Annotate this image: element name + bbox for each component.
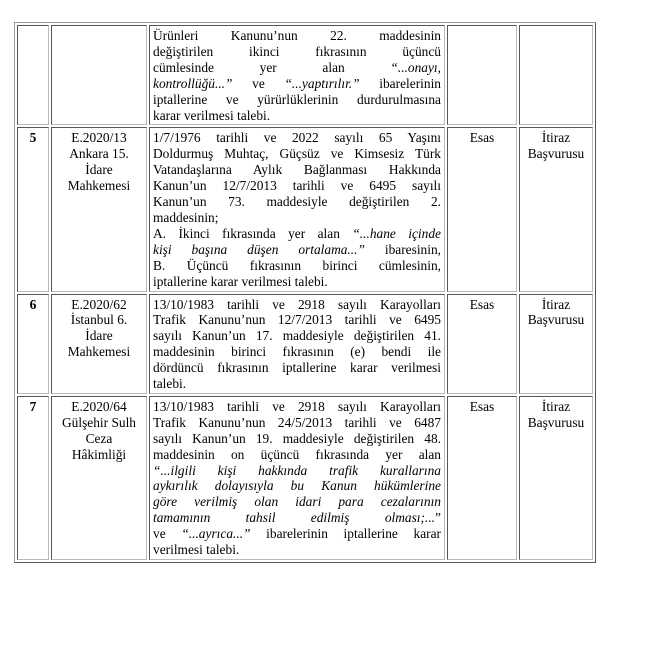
application-kind-cell [519, 25, 593, 125]
case-file-line: Hâkimliği [71, 446, 127, 462]
application-kind-line: Başvurusu [527, 146, 585, 162]
subject-line [153, 274, 441, 290]
application-kind-cell [519, 294, 593, 394]
subject-text: karar verilmesi talebi. [153, 107, 271, 123]
subject-text: Doldurmuş Muhtaç, Güçsüz ve Kimsesiz Türk [153, 146, 441, 162]
row-number [17, 25, 49, 125]
subject-text: ibaresinin, [364, 241, 441, 257]
subject-line [153, 130, 441, 146]
subject-text: talebi. [153, 376, 187, 392]
row-number: 5 [17, 127, 49, 291]
subject-text: Trafik Kanunu’nun 24/5/2013 tarihli ve 6487 [153, 414, 441, 430]
case-file-cell [51, 25, 147, 125]
subject-line [153, 494, 441, 510]
subject-text: 1/7/1976 tarihli ve 2022 sayılı 65 Yaşını [153, 130, 441, 146]
subject-cell [149, 294, 445, 394]
subject-cell [149, 396, 445, 560]
case-file-cell [51, 396, 147, 560]
subject-text: Trafik Kanunu’nun 12/7/2013 tarihli ve 6495 [153, 312, 441, 328]
subject-cell [149, 25, 445, 125]
subject-line [153, 399, 441, 415]
subject-line [153, 344, 441, 360]
quoted-phrase: kontrollüğü...” [153, 75, 233, 91]
subject-text: Ürünleri Kanunu’nun 22. maddesinin [153, 28, 441, 43]
subject-line [153, 44, 441, 60]
subject-text: ” [435, 510, 441, 526]
quoted-phrase: kişi başına düşen ortalama...” [153, 241, 365, 257]
quoted-phrase: “...hane içinde [352, 225, 441, 241]
quoted-phrase: “...onayı, [390, 59, 441, 75]
table-row [17, 396, 593, 560]
subject-text: dördüncü fıkrasının iptallerine karar verilmesi [153, 360, 441, 376]
subject-text: Kanun’un 73. maddesiyle değiştirilen 2. [153, 194, 441, 210]
application-kind-line: Başvurusu [527, 414, 585, 430]
subject-cell [149, 127, 445, 291]
application-kind-line: İtiraz [541, 398, 571, 414]
case-file-line: İdare [85, 328, 113, 344]
subject-text: iptallerine karar verilmesi talebi. [153, 273, 328, 289]
subject-line [153, 376, 441, 392]
subject-text: maddesinin birinci fıkrasının (e) bendi ile [153, 344, 441, 360]
quoted-phrase: aykırılık dolayısıyla bu Kanun hükümlerine [153, 478, 441, 494]
case-file-line: Ceza [85, 430, 113, 446]
subject-line [153, 108, 441, 124]
subject-line [153, 210, 441, 226]
subject-line [153, 146, 441, 162]
table-row [17, 294, 593, 394]
case-file-line: E.2020/13 [71, 130, 127, 146]
subject-line [153, 242, 441, 258]
case-file-line: Mahkemesi [67, 178, 131, 194]
subject-text: ve [153, 526, 182, 542]
application-kind-line: İtiraz [541, 130, 571, 146]
case-file-line: E.2020/64 [71, 398, 127, 414]
quoted-phrase: “...ayrıca...” [181, 526, 251, 542]
subject-text: B. Üçüncü fıkrasının birinci cümlesinin, [153, 257, 441, 273]
case-file-line: İstanbul 6. [70, 312, 128, 328]
application-kind-line: İtiraz [541, 296, 571, 312]
quoted-phrase: göre verilmiş olan idari para cezalarının [153, 494, 441, 510]
case-file-cell [51, 294, 147, 394]
case-file-cell [51, 127, 147, 291]
subject-text: Vatandaşlarına Aylık Bağlanması Hakkında [153, 162, 441, 178]
row-number: 6 [17, 294, 49, 394]
subject-line [153, 415, 441, 431]
document-page [14, 22, 596, 563]
applications-table [14, 22, 596, 563]
subject-text: 13/10/1983 tarihli ve 2918 sayılı Karayolları [153, 296, 441, 312]
case-file-line: E.2020/62 [71, 296, 127, 312]
application-kind-line: Başvurusu [527, 312, 585, 328]
subject-text: sayılı Kanun’un 17. maddesiyle değiştirilen 41. [153, 328, 441, 344]
subject-text: Kanun’un 12/7/2013 tarihli ve 6495 sayılı [153, 178, 441, 194]
subject-line [153, 162, 441, 178]
subject-line [153, 297, 441, 313]
row-number: 7 [17, 396, 49, 560]
application-kind-cell [519, 396, 593, 560]
subject-text: maddesinin on üçüncü fıkrasında yer alan [153, 446, 441, 462]
subject-line [153, 526, 441, 542]
table-row [17, 25, 593, 125]
case-type-cell: Esas [447, 396, 517, 560]
subject-text: maddesinin; [153, 209, 219, 225]
subject-text: iptallerine ve yürürlüklerinin durdurulmasına [153, 91, 441, 107]
subject-text: A. İkinci fıkrasında yer alan [153, 225, 353, 241]
subject-line [153, 510, 441, 526]
subject-line [153, 92, 441, 108]
case-file-line: Mahkemesi [67, 344, 131, 360]
subject-line [153, 178, 441, 194]
subject-line [153, 463, 441, 479]
subject-text: ve [232, 75, 285, 91]
case-type-cell: Esas [447, 294, 517, 394]
subject-line [153, 76, 441, 92]
subject-line [153, 28, 441, 44]
subject-line [153, 447, 441, 463]
subject-line [153, 60, 441, 76]
subject-text: verilmesi talebi. [153, 542, 240, 558]
case-file-line: Gülşehir Sulh [61, 414, 137, 430]
subject-text: ibarelerinin iptallerine karar [250, 526, 441, 542]
subject-line [153, 478, 441, 494]
case-file-line: İdare [85, 162, 113, 178]
subject-text: cümlesinde yer alan [153, 59, 391, 75]
subject-text: değiştirilen ikinci fıkrasının üçüncü [153, 43, 441, 59]
subject-text: sayılı Kanun’un 19. maddesiyle değiştirilen 48. [153, 430, 441, 446]
subject-line [153, 258, 441, 274]
subject-line [153, 226, 441, 242]
quoted-phrase: “...ilgili kişi hakkında trafik kurallarına [153, 462, 441, 478]
subject-text: 13/10/1983 tarihli ve 2918 sayılı Karayolları [153, 398, 441, 414]
case-type-cell [447, 25, 517, 125]
application-kind-cell [519, 127, 593, 291]
subject-text: ibarelerinin [359, 75, 441, 91]
subject-line [153, 328, 441, 344]
quoted-phrase: tamamının tahsil edilmiş olması;... [153, 510, 436, 526]
case-file-line: Ankara 15. [69, 146, 129, 162]
quoted-phrase: “...yaptırılır.” [284, 75, 360, 91]
subject-line [153, 431, 441, 447]
subject-line [153, 542, 441, 558]
case-type-cell: Esas [447, 127, 517, 291]
subject-line [153, 194, 441, 210]
table-row [17, 127, 593, 291]
subject-line [153, 360, 441, 376]
subject-line [153, 312, 441, 328]
